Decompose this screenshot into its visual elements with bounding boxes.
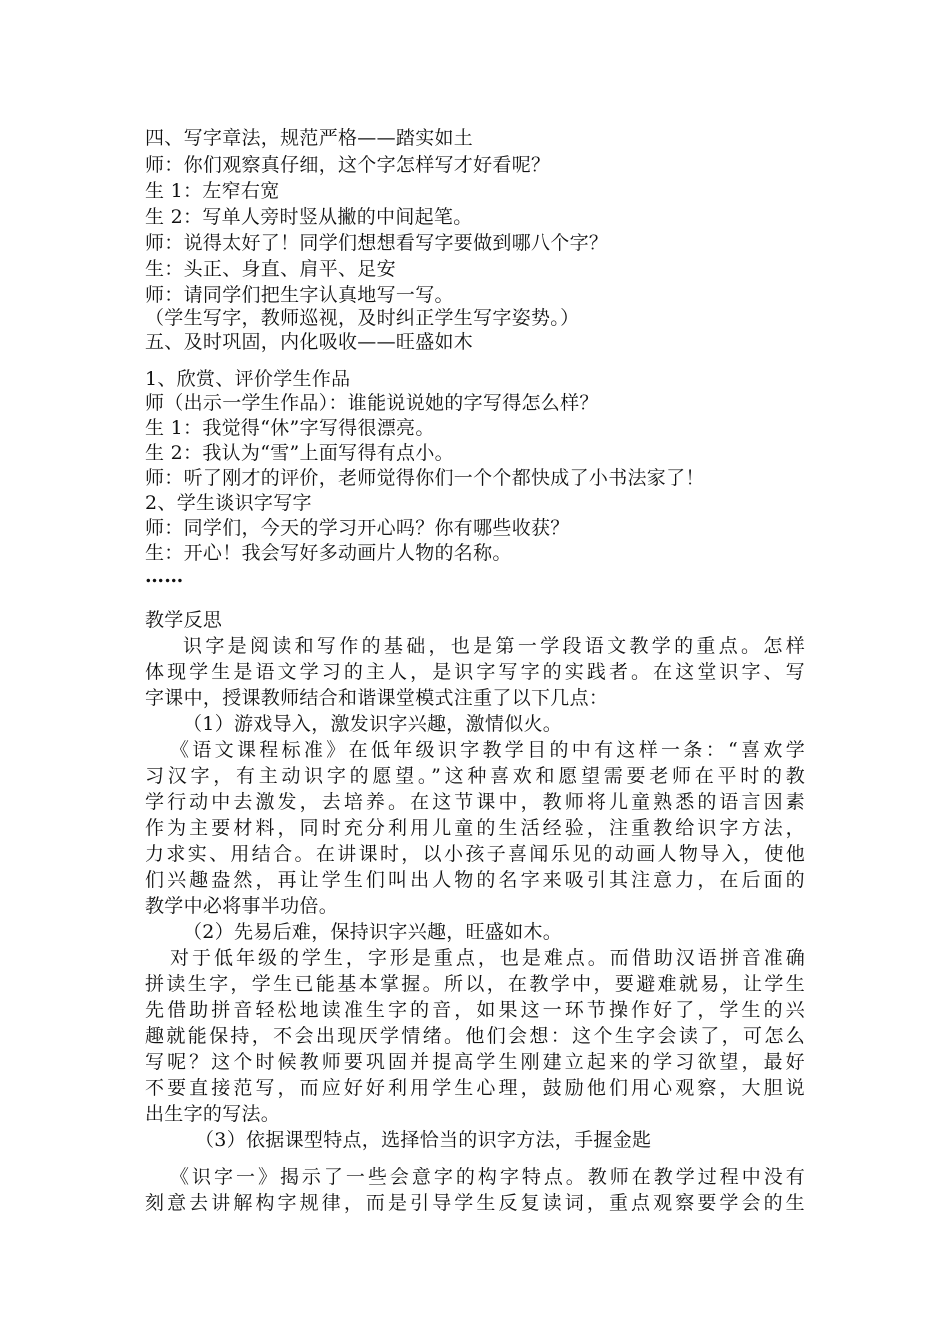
paragraph-line: 学行动中去激发，去培养。在这节课中，教师将儿童熟悉的语言因素	[145, 791, 805, 813]
dialogue-line: 生：头正、身直、肩平、足安	[145, 258, 396, 280]
paragraph-line: 对于低年级的学生，字形是重点，也是难点。而借助汉语拼音准确	[170, 947, 805, 969]
paragraph-line: 先借助拼音轻松地读准生字的音，如果这一环节操作好了，学生的兴	[145, 999, 805, 1021]
paragraph-line: 出生字的写法。	[145, 1103, 281, 1125]
paragraph-line: 《语文课程标准》在低年级识字教学目的中有这样一条：“喜欢学	[170, 739, 805, 761]
paragraph-line: 写呢？这个时候教师要巩固并提高学生刚建立起来的学习欲望，最好	[145, 1051, 805, 1073]
point-heading: （1）游戏导入，激发识字兴趣，激情似火。	[183, 713, 563, 735]
dialogue-line: 师：你们观察真仔细，这个字怎样写才好看呢？	[145, 154, 551, 176]
dialogue-line: 师：听了刚才的评价，老师觉得你们一个个都快成了小书法家了！	[145, 467, 705, 489]
stage-direction: （学生写字，教师巡视，及时纠正学生写字姿势。）	[145, 307, 580, 329]
paragraph-line: 识字是阅读和写作的基础，也是第一学段语文教学的重点。怎样	[183, 635, 805, 657]
paragraph-line: 体现学生是语文学习的主人，是识字写字的实践者。在这堂识字、写	[145, 661, 805, 683]
paragraph-line: 趣就能保持，不会出现厌学情绪。他们会想：这个生字会读了，可怎么	[145, 1025, 805, 1047]
dialogue-line: 师：同学们，今天的学习开心吗？你有哪些收获？	[145, 517, 570, 539]
paragraph-line: 《识字一》揭示了一些会意字的构字特点。教师在教学过程中没有	[170, 1166, 805, 1188]
section-5-heading: 五、及时巩固，内化吸收——旺盛如木	[145, 331, 474, 353]
point-heading: （3）依据课型特点，选择恰当的识字方法，手握金匙	[195, 1129, 652, 1151]
dialogue-line: 师：请同学们把生字认真地写一写。	[145, 284, 454, 306]
paragraph-line: 拼读生字，学生已能基本掌握。所以，在教学中，要避难就易，让学生	[145, 973, 805, 995]
reflection-title: 教学反思	[145, 609, 223, 631]
point-heading: （2）先易后难，保持识字兴趣，旺盛如木。	[183, 921, 563, 943]
dialogue-line: 生：开心！我会写好多动画片人物的名称。	[145, 542, 512, 564]
paragraph-line: 字课中，授课教师结合和谐课堂模式注重了以下几点：	[145, 687, 609, 709]
ellipsis: ……	[145, 565, 184, 587]
dialogue-line: 生 1：左窄右宽	[145, 180, 280, 202]
section-4-heading: 四、写字章法，规范严格——踏实如土	[145, 127, 474, 149]
subsection-heading: 1、欣赏、评价学生作品	[145, 368, 351, 390]
subsection-heading: 2、学生谈识字写字	[145, 492, 312, 514]
paragraph-line: 作为主要材料，同时充分利用儿童的生活经验，注重教给识字方法，	[145, 817, 805, 839]
dialogue-line: 生 2：我认为“雪”上面写得有点小。	[145, 442, 454, 464]
dialogue-line: 生 2：写单人旁时竖从撇的中间起笔。	[145, 206, 473, 228]
paragraph-line: 习汉字，有主动识字的愿望。”这种喜欢和愿望需要老师在平时的教	[145, 765, 805, 787]
paragraph-line: 不要直接范写，而应好好利用学生心理，鼓励他们用心观察，大胆说	[145, 1077, 805, 1099]
paragraph-line: 力求实、用结合。在讲课时，以小孩子喜闻乐见的动画人物导入，使他	[145, 843, 805, 865]
dialogue-line: 师（出示一学生作品）：谁能说说她的字写得怎么样？	[145, 392, 599, 414]
paragraph-line: 们兴趣盎然，再让学生们叫出人物的名字来吸引其注意力，在后面的	[145, 869, 805, 891]
dialogue-line: 师：说得太好了！同学们想想看写字要做到哪八个字？	[145, 232, 609, 254]
paragraph-line: 刻意去讲解构字规律，而是引导学生反复读词，重点观察要学会的生	[145, 1192, 805, 1214]
dialogue-line: 生 1：我觉得“休”字写得很漂亮。	[145, 417, 435, 439]
paragraph-line: 教学中必将事半功倍。	[145, 895, 339, 917]
